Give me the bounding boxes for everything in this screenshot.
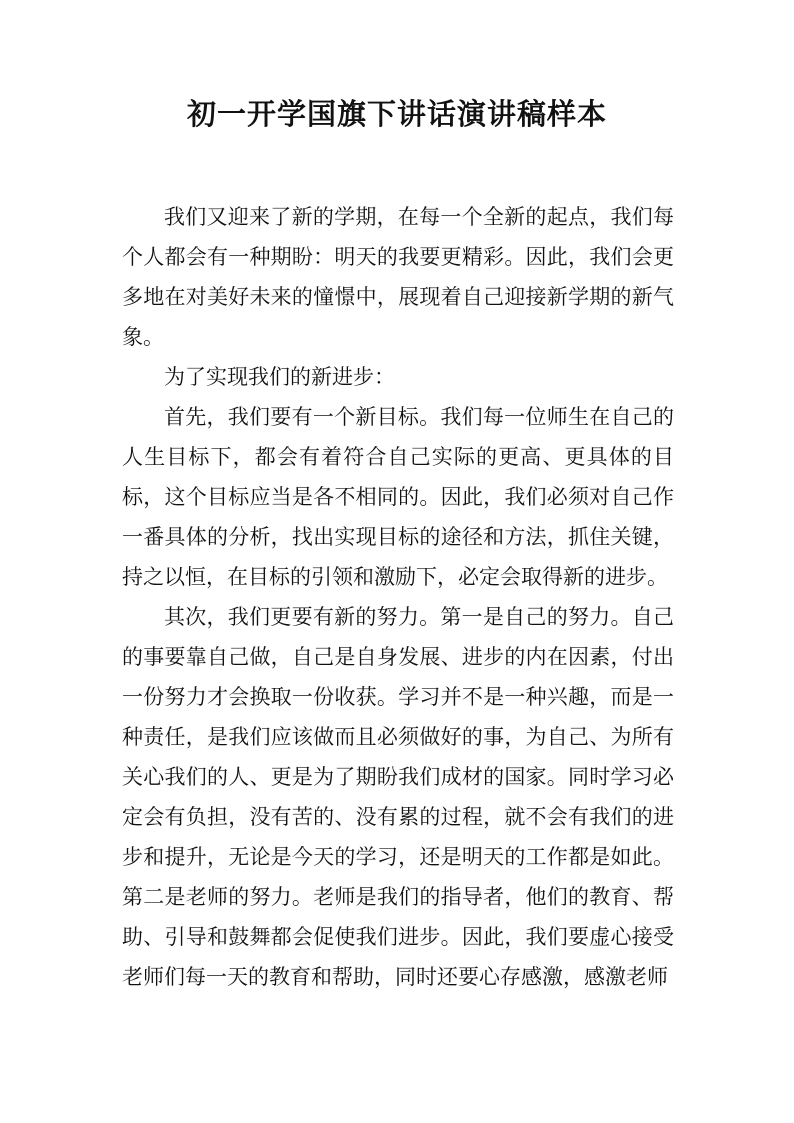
- paragraph-lead-in: 为了实现我们的新进步：: [164, 365, 395, 389]
- paragraph-first-point: 首先，我们要有一个新目标。我们每一位师生在自己的人生目标下，都会有着符合自己实际的更高、更具体的目标，这个目标应当是各不相同的。因此，我们必须对自己作一番具体的分析，找出实现目标的途径和方法，抓住关键，持之以恒，在目标的引领和激励下，必定会取得新的进步。: [122, 405, 674, 589]
- paragraph-second-point: 其次，我们更要有新的努力。第一是自己的努力。自己的事要靠自己做，自己是自身发展、进步的内在因素，付出一份努力才会换取一份收获。学习并不是一种兴趣，而是一种责任，是我们应该做而且必须做好的事，为自己、为所有关心我们的人、更是为了期盼我们成材的国家。同时学习必定会有负担，没有苦的、没有累的过程，就不会有我们的进步和提升，无论是今天的学习，还是明天的工作都是如此。第二是老师的努力。老师是我们的指导者，他们的教育、帮助、引导和鼓舞都会促使我们进步。因此，我们要虚心接受老师们每一天的教育和帮助，同时还要心存感激，感激老师: [122, 605, 674, 989]
- paragraph-intro: 我们又迎来了新的学期，在每一个全新的起点，我们每个人都会有一种期盼：明天的我要更精彩。因此，我们会更多地在对美好未来的憧憬中，展现着自己迎接新学期的新气象。: [122, 205, 674, 349]
- document-title: 初一开学国旗下讲话演讲稿样本: [186, 97, 607, 131]
- document-body: [122, 197, 674, 997]
